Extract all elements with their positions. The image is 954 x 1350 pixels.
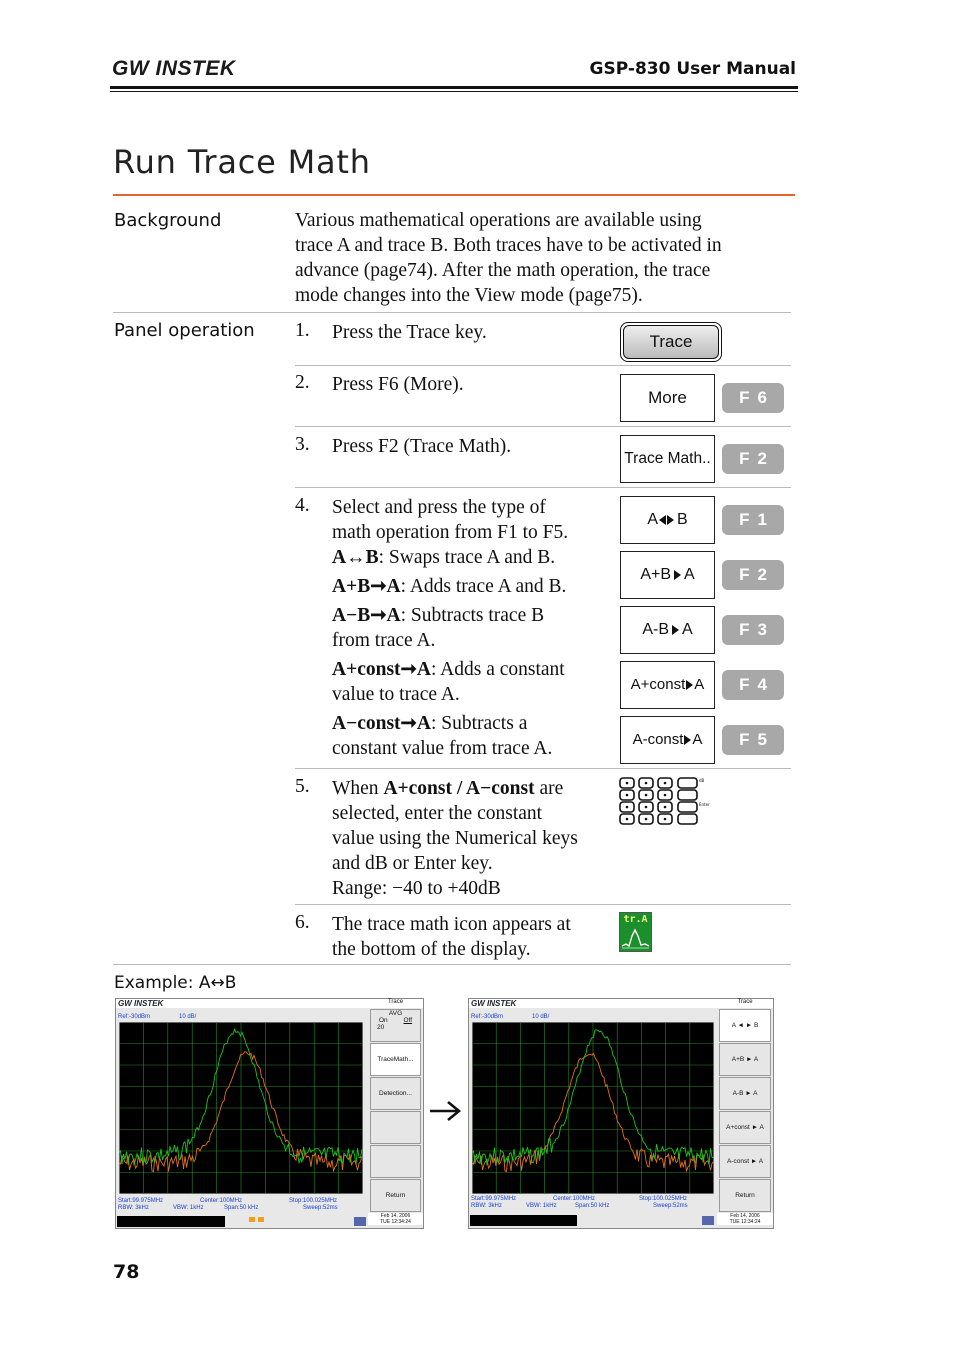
step-5-text-c: are: [534, 778, 564, 799]
f2-key[interactable]: F2: [722, 444, 784, 474]
softkey-label: A-B: [642, 621, 669, 638]
step-4-text: [332, 495, 617, 761]
header-rule: [110, 86, 798, 89]
softkey-label: A+B: [640, 566, 671, 583]
example-label: Example: A↔B: [114, 973, 237, 993]
scale-div: 10 dB/: [532, 1014, 550, 1020]
sub-const-softkey[interactable]: [620, 716, 715, 764]
subc-desc: [332, 711, 617, 736]
divider: [295, 768, 791, 769]
add-const-softkey[interactable]: A+const ► A: [719, 1111, 771, 1144]
span: Span:50 kHz: [224, 1205, 259, 1211]
center-freq: Center:100MHz: [200, 1198, 243, 1204]
ref-level: Ref:-30dBm: [471, 1014, 504, 1020]
f4-key[interactable]: F4: [722, 670, 784, 700]
divider: [113, 964, 791, 965]
divider: [295, 487, 791, 488]
add-softkey[interactable]: [620, 551, 715, 599]
f2-key[interactable]: F2: [722, 560, 784, 590]
indicator-icon: [249, 1217, 255, 1222]
right-arrow-icon: [667, 515, 674, 525]
numeric-keypad[interactable]: [619, 776, 711, 826]
step-5-line: Range: −40 to +40dB: [332, 878, 501, 899]
empty-softkey[interactable]: [370, 1111, 421, 1144]
softkey-label: A+const: [630, 676, 686, 693]
usb-icon: [354, 1217, 366, 1226]
step-number: 4.: [295, 495, 310, 516]
title-rule: [113, 194, 795, 196]
trace-key-label: Trace: [623, 325, 719, 359]
avg-count: 20: [377, 1024, 385, 1031]
softkey-label: A: [694, 676, 705, 693]
start-freq: Start:99.975MHz: [118, 1198, 164, 1204]
step-5-line: and dB or Enter key.: [332, 853, 493, 874]
sweep: Sweep:52ms: [653, 1203, 688, 1209]
date: Feb 14, 2006: [368, 1213, 423, 1219]
avg-softkey[interactable]: [370, 1009, 421, 1042]
header-rule-thin: [110, 91, 798, 92]
swap-softkey[interactable]: A ◄ ► B: [719, 1009, 771, 1042]
step-6-text: [332, 912, 617, 962]
trace-math-icon-label: tr.A: [623, 914, 648, 925]
right-arrow-icon: [684, 735, 691, 745]
trace-math-icon: [619, 912, 652, 952]
return-softkey[interactable]: Return: [370, 1179, 421, 1212]
stop-freq: Stop:100.025MHz: [639, 1196, 688, 1202]
f1-key[interactable]: F1: [722, 505, 784, 535]
softkey-label: A-const: [632, 731, 684, 748]
span: Span:50 kHz: [575, 1203, 610, 1209]
vbw: VBW: 1kHz: [526, 1203, 557, 1209]
divider: [295, 426, 791, 427]
avg-label: AVG: [388, 1010, 403, 1017]
step-3-text: Press F2 (Trace Math).: [332, 436, 512, 457]
brand-logo: GW INSTEK: [112, 57, 236, 80]
step-6-line: The trace math icon appears at: [332, 914, 571, 935]
keypad-icon: [619, 776, 711, 826]
step-4-line: Select and press the type of: [332, 497, 546, 518]
on-label: On: [378, 1017, 388, 1024]
divider: [295, 365, 791, 366]
sub-text-cont: from trace A.: [332, 630, 436, 651]
panel-operation-label: Panel operation: [114, 320, 255, 341]
trace-math-softkey[interactable]: Trace Math..: [620, 435, 715, 483]
page-title: Run Trace Math: [113, 143, 371, 181]
sub-text: : Subtracts trace B: [400, 605, 545, 626]
step-5-line: selected, enter the constant: [332, 803, 543, 824]
sub-desc: [332, 603, 617, 628]
menu-title: Trace: [368, 999, 423, 1008]
right-arrow-icon: [428, 1100, 462, 1126]
swap-desc: [332, 545, 617, 570]
step-6-line: the bottom of the display.: [332, 939, 531, 960]
f6-key[interactable]: F6: [722, 383, 784, 413]
indicator-icon: [258, 1217, 264, 1222]
step-2-text: Press F6 (More).: [332, 374, 464, 395]
softkey-label: A: [682, 621, 693, 638]
softkey-label: A: [684, 566, 695, 583]
screen-before: [115, 998, 424, 1229]
step-number: 3.: [295, 434, 310, 455]
left-arrow-icon: [659, 515, 666, 525]
return-softkey[interactable]: Return: [719, 1179, 771, 1212]
addc-term: A+const➞A: [332, 659, 431, 680]
divider: [113, 312, 791, 313]
add-desc: [332, 574, 617, 599]
background-line: trace A and trace B. Both traces have to be activated in: [295, 235, 722, 256]
f5-key[interactable]: F5: [722, 725, 784, 755]
spectrum-plot: [119, 1022, 363, 1194]
step-4-line: math operation from F1 to F5.: [332, 522, 569, 543]
swap-softkey[interactable]: [620, 496, 715, 544]
softkey-menu: [717, 999, 773, 1228]
right-arrow-icon: [686, 680, 693, 690]
step-number: 2.: [295, 372, 310, 393]
background-line: mode changes into the View mode (page75).: [295, 285, 643, 306]
empty-softkey[interactable]: [370, 1145, 421, 1178]
vbw: VBW: 1kHz: [173, 1205, 204, 1211]
status-bar: [470, 1215, 577, 1226]
step-number: 6.: [295, 912, 310, 933]
background-line: Various mathematical operations are available using: [295, 210, 702, 231]
add-const-softkey[interactable]: [620, 661, 715, 709]
right-arrow-icon: [672, 625, 679, 635]
screen-brand: GW INSTEK: [118, 999, 164, 1008]
screen-brand: GW INSTEK: [471, 999, 517, 1008]
step-number: 5.: [295, 776, 310, 797]
subc-term: A−const➞A: [332, 713, 431, 734]
detection-softkey[interactable]: Detection...: [370, 1077, 421, 1110]
background-line: advance (page74). After the math operation, the trace: [295, 260, 711, 281]
add-term: A+B➞A: [332, 576, 401, 597]
spectrum-plot: [472, 1022, 714, 1194]
usb-icon: [702, 1216, 714, 1225]
trace-key[interactable]: [620, 322, 722, 362]
step-1-text: Press the Trace key.: [332, 322, 487, 343]
right-arrow-icon: [674, 570, 681, 580]
menu-title: Trace: [717, 999, 773, 1008]
off-label: Off: [403, 1017, 413, 1024]
divider: [295, 904, 791, 905]
keypad-db-label: dB: [699, 778, 705, 783]
page-number: 78: [113, 1261, 140, 1283]
sweep: Sweep:52ms: [303, 1205, 338, 1211]
rbw: RBW: 3kHz: [118, 1205, 149, 1211]
step-5-line: value using the Numerical keys: [332, 828, 578, 849]
softkey-label: A: [647, 511, 658, 528]
scale-div: 10 dB/: [179, 1014, 197, 1020]
manual-title: GSP-830 User Manual: [589, 59, 796, 79]
softkey-label: A: [692, 731, 703, 748]
sub-softkey[interactable]: A-B ► A: [719, 1077, 771, 1110]
subc-text: : Subtracts a: [430, 713, 528, 734]
subc-text-cont: constant value from trace A.: [332, 738, 553, 759]
softkey-label: B: [677, 511, 688, 528]
rbw: RBW: 3kHz: [471, 1203, 502, 1209]
start-freq: Start:99.975MHz: [471, 1196, 517, 1202]
more-softkey[interactable]: More: [620, 374, 715, 422]
sub-softkey[interactable]: [620, 606, 715, 654]
add-text: : Adds trace A and B.: [400, 576, 567, 597]
background-text: [295, 208, 795, 308]
step-number: 1.: [295, 320, 310, 341]
stop-freq: Stop:100.025MHz: [289, 1198, 338, 1204]
mini-trace-icon: [620, 926, 651, 950]
addc-desc: [332, 657, 617, 682]
date: Feb 14, 2006: [717, 1213, 773, 1219]
time: TUE 12:34:24: [368, 1219, 423, 1225]
center-freq: Center:100MHz: [553, 1196, 596, 1202]
ref-level: Ref:-30dBm: [118, 1014, 151, 1020]
sub-const-softkey[interactable]: A-const ► A: [719, 1145, 771, 1178]
add-softkey[interactable]: A+B ► A: [719, 1043, 771, 1076]
status-bar: [117, 1216, 225, 1227]
sub-term: A−B➞A: [332, 605, 401, 626]
time: TUE 12:34:24: [717, 1219, 773, 1225]
swap-term: A↔B: [332, 547, 379, 568]
addc-text: : Adds a constant: [430, 659, 565, 680]
f3-key[interactable]: F3: [722, 615, 784, 645]
step-5-text-a: When: [332, 778, 384, 799]
background-label: Background: [114, 210, 222, 231]
addc-text-cont: value to trace A.: [332, 684, 460, 705]
tracemath-softkey[interactable]: TraceMath...: [370, 1043, 421, 1076]
step-5-line: [332, 776, 617, 801]
screen-after: [468, 998, 774, 1229]
step-5-bold: A+const / A−const: [383, 778, 535, 799]
keypad-enter-label: Enter: [699, 802, 710, 807]
step-5-text: [332, 776, 617, 901]
swap-text: : Swaps trace A and B.: [378, 547, 556, 568]
softkey-menu: [368, 999, 423, 1228]
